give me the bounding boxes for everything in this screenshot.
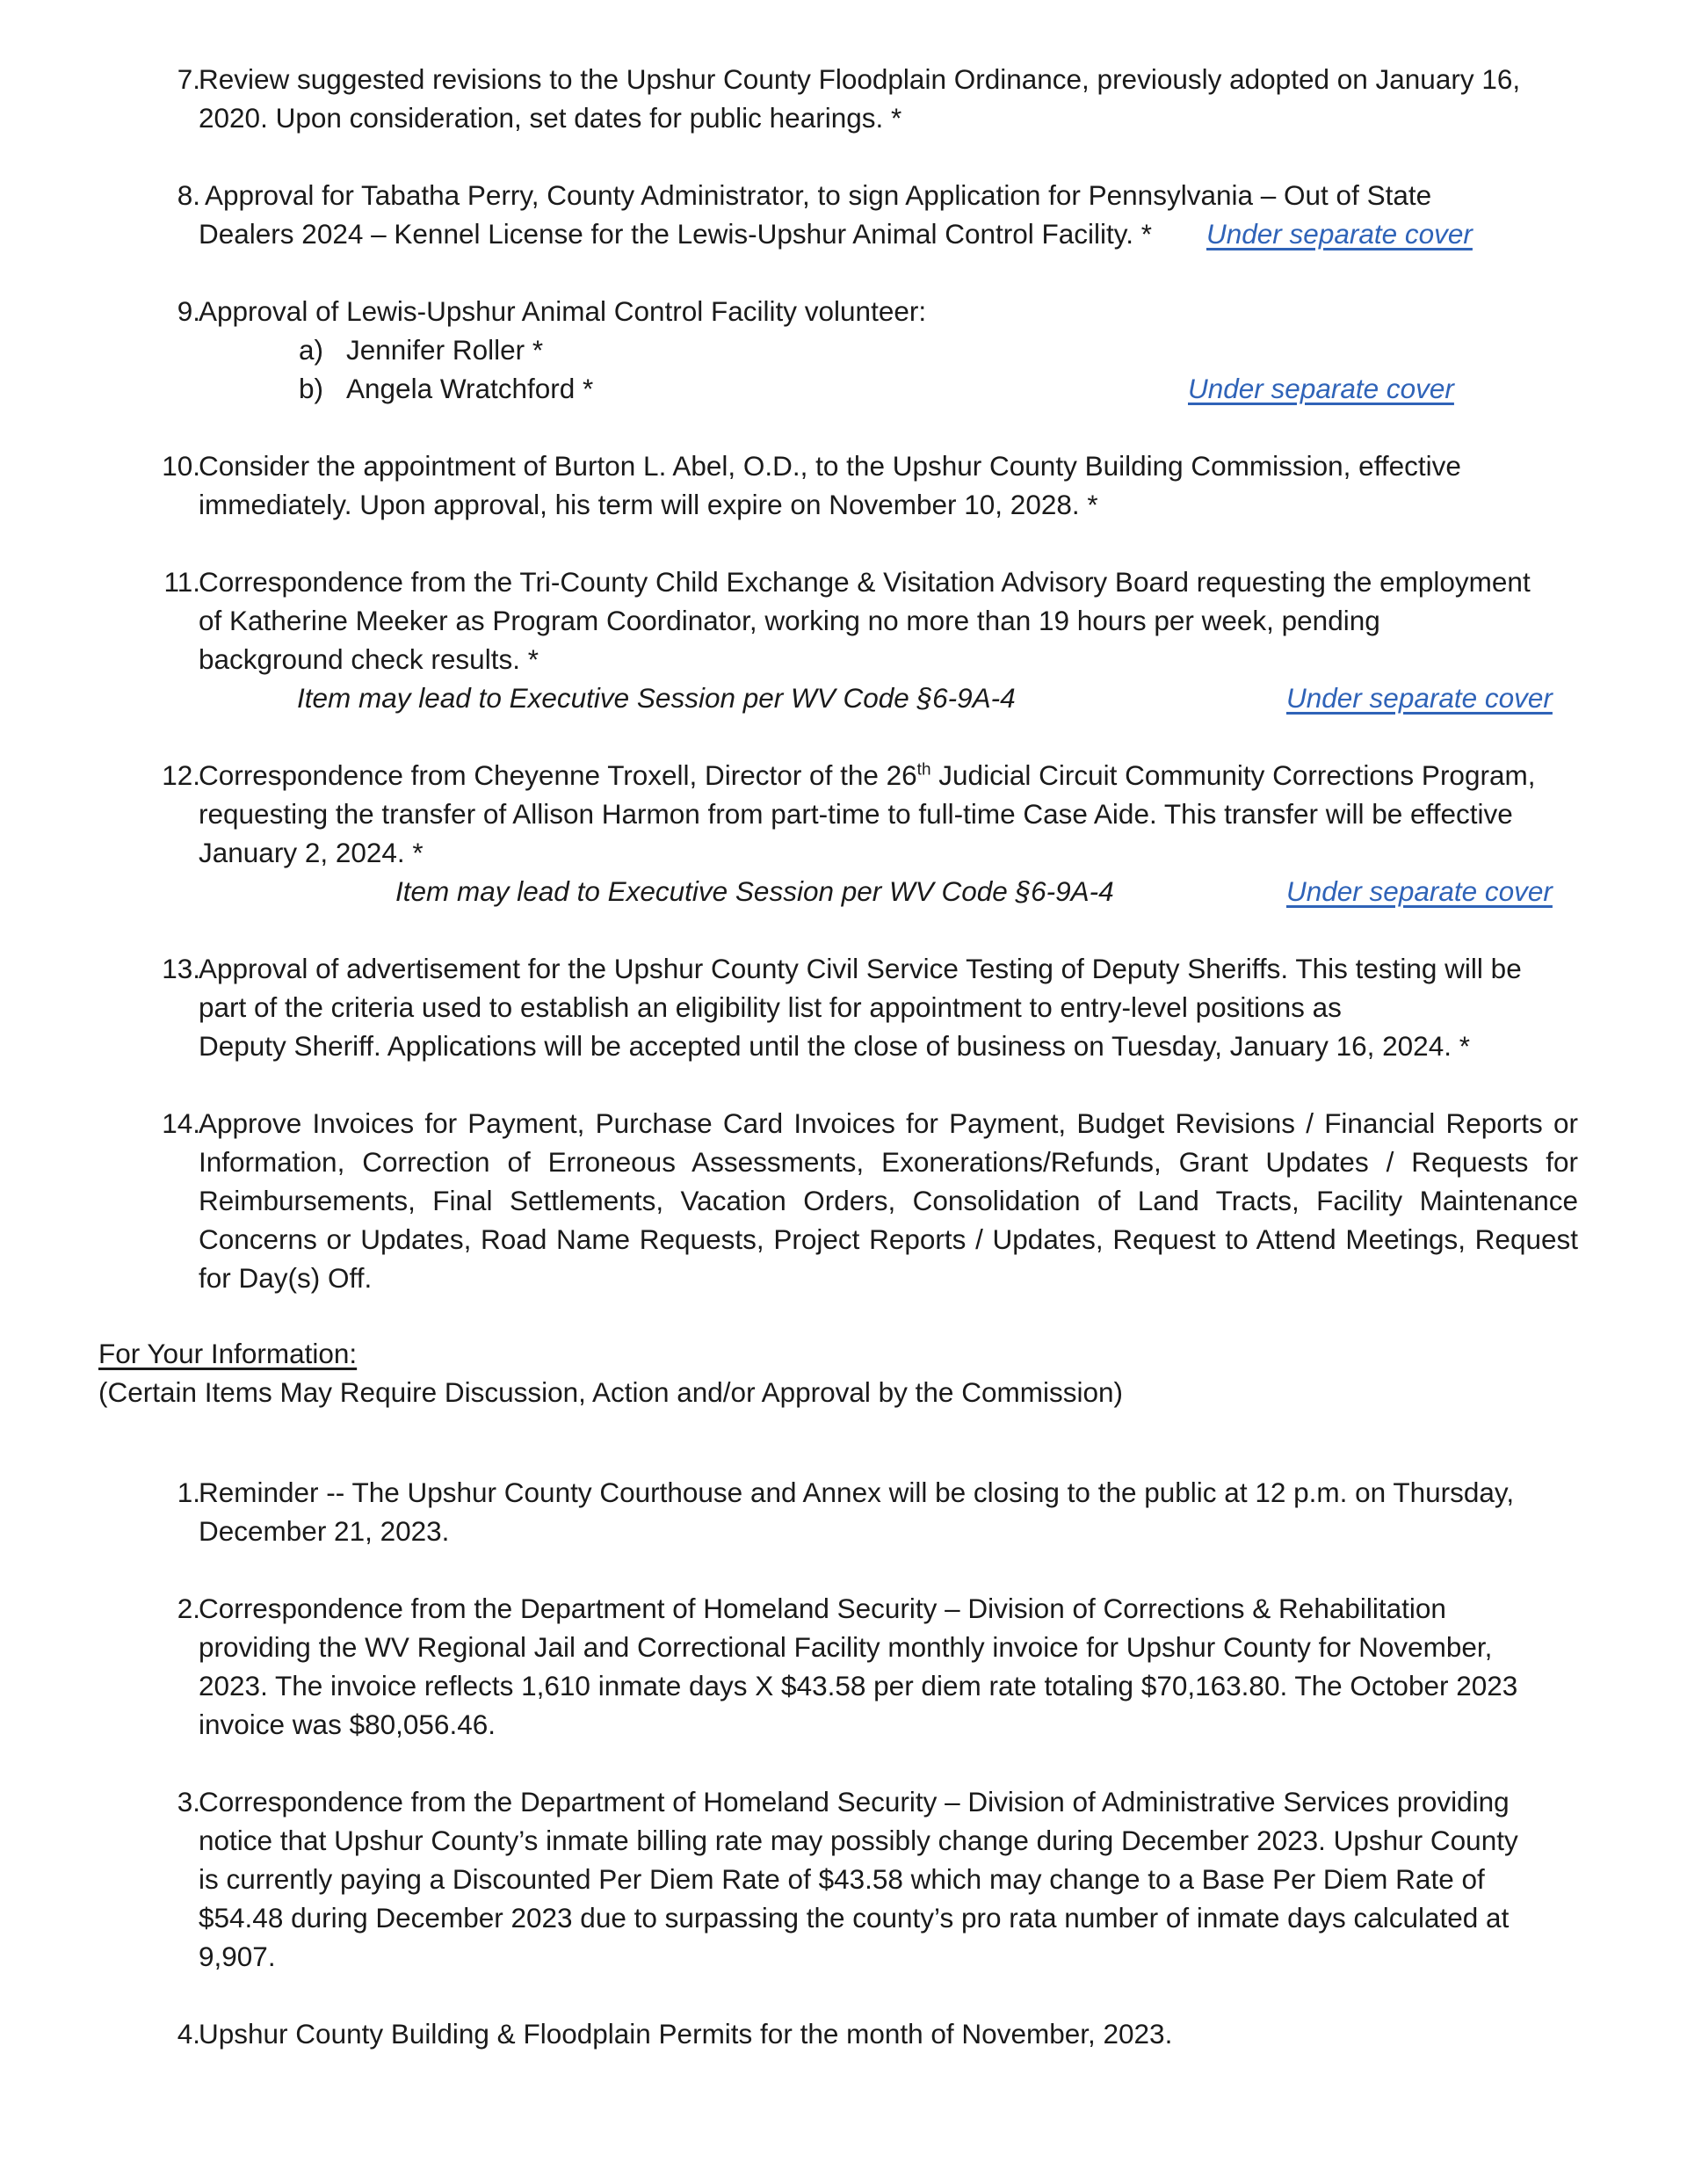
item-number: 11. — [163, 566, 200, 598]
info-section-subheading: (Certain Items May Require Discussion, Action and/or Approval by the Commission) — [98, 1376, 1123, 1408]
under-separate-cover-link[interactable]: Under separate cover — [1206, 218, 1473, 250]
item-number: 13. — [162, 953, 200, 984]
item-text-line: January 2, 2024. * — [199, 837, 424, 868]
item-number: 12. — [162, 759, 200, 791]
item-text-paragraph: Approve Invoices for Payment, Purchase Card Invoices for Payment, Budget Revisions / Financial Reports or Information, Correction of Erroneous Assessments, Exonerations/Refunds, Grant Updates / Requests for Reimbursements, Final Settlements, Vacation Orders, Consolidation of Land Tracts, Facility Maintenance Concerns or Updates, Road Name Requests, Project Reports / Updates, Request to Attend Meetings, Request for Day(s) Off. — [199, 1107, 1578, 1294]
item-text-line: invoice was $80,056.46. — [199, 1709, 496, 1740]
item-text-line: providing the WV Regional Jail and Correctional Facility monthly invoice for Upshur County for November, — [199, 1631, 1493, 1663]
item-text-part: Correspondence from Cheyenne Troxell, Director of the 26 — [199, 759, 917, 791]
item-text-line: is currently paying a Discounted Per Diem Rate of $43.58 which may change to a Base Per Diem Rate of — [199, 1863, 1485, 1895]
executive-session-note: Item may lead to Executive Session per WV Code §6-9A-4 — [297, 682, 1016, 714]
item-text-line: Approval of Lewis-Upshur Animal Control Facility volunteer: — [199, 295, 927, 327]
item-number: 3. — [177, 1786, 200, 1818]
executive-session-note: Item may lead to Executive Session per WV Code §6-9A-4 — [395, 875, 1114, 907]
item-number: 2. — [177, 1593, 200, 1624]
item-text-line: immediately. Upon approval, his term will expire on November 10, 2028. * — [199, 489, 1098, 520]
item-text-line: 2020. Upon consideration, set dates for public hearings. * — [199, 102, 902, 134]
item-text-line: background check results. * — [199, 643, 539, 675]
under-separate-cover-link[interactable]: Under separate cover — [1286, 682, 1553, 714]
ordinal-suffix: th — [916, 760, 931, 780]
item-number: 1. — [177, 1477, 200, 1508]
item-text-line: notice that Upshur County’s inmate billing rate may possibly change during December 2023. Upshur County — [199, 1825, 1518, 1856]
item-text-line: Approval for Tabatha Perry, County Administrator, to sign Application for Pennsylvania – Out of State — [199, 179, 1432, 211]
sub-item-b-label: b) — [299, 373, 324, 404]
item-text-line: Correspondence from the Department of Homeland Security – Division of Administrative Services providing — [199, 1786, 1510, 1818]
item-text-line: of Katherine Meeker as Program Coordinator, working no more than 19 hours per week, pending — [199, 605, 1380, 636]
item-text-line: Correspondence from the Tri-County Child Exchange & Visitation Advisory Board requesting the employment — [199, 566, 1531, 598]
sub-item-a-label: a) — [299, 334, 324, 366]
item-number: 10. — [162, 450, 200, 482]
item-number: 14. — [162, 1107, 200, 1139]
item-text-line: $54.48 during December 2023 due to surpassing the county’s pro rata number of inmate days calculated at — [199, 1902, 1510, 1934]
item-text-line: Correspondence from the Department of Homeland Security – Division of Corrections & Rehabilitation — [199, 1593, 1446, 1624]
under-separate-cover-link[interactable]: Under separate cover — [1286, 875, 1553, 907]
item-text-line: December 21, 2023. — [199, 1515, 450, 1547]
volunteer-name: Angela Wratchford * — [346, 373, 594, 404]
item-number: 7. — [177, 63, 200, 95]
item-number: 4. — [177, 2018, 200, 2050]
info-section-heading: For Your Information: — [98, 1338, 358, 1369]
item-text-line — [199, 756, 1578, 795]
item-text-line: Approval of advertisement for the Upshur County Civil Service Testing of Deputy Sheriffs. This testing will be — [199, 953, 1522, 984]
item-text-line: 9,907. — [199, 1941, 276, 1972]
item-text-part: Judicial Circuit Community Corrections Program, — [930, 759, 1536, 791]
under-separate-cover-link[interactable]: Under separate cover — [1188, 373, 1454, 404]
item-text-line: 2023. The invoice reflects 1,610 inmate days X $43.58 per diem rate totaling $70,163.80. The October 2023 — [199, 1670, 1518, 1701]
item-text-line: Reminder -- The Upshur County Courthouse and Annex will be closing to the public at 12 p.m. on Thursday, — [199, 1477, 1515, 1508]
item-text-line: Deputy Sheriff. Applications will be accepted until the close of business on Tuesday, January 16, 2024. * — [199, 1030, 1470, 1062]
item-text-line: part of the criteria used to establish an eligibility list for appointment to entry-level positions as — [199, 991, 1342, 1023]
item-text-line: Upshur County Building & Floodplain Permits for the month of November, 2023. — [199, 2018, 1173, 2050]
item-text-line: Review suggested revisions to the Upshur County Floodplain Ordinance, previously adopted on January 16, — [199, 63, 1521, 95]
item-text-line: requesting the transfer of Allison Harmon from part-time to full-time Case Aide. This transfer will be effective — [199, 798, 1513, 830]
item-text-line: Dealers 2024 – Kennel License for the Lewis-Upshur Animal Control Facility. * — [199, 218, 1152, 250]
item-text-line: Consider the appointment of Burton L. Abel, O.D., to the Upshur County Building Commission, effective — [199, 450, 1461, 482]
volunteer-name: Jennifer Roller * — [346, 334, 544, 366]
item-number: 9. — [177, 295, 200, 327]
item-number: 8. — [177, 179, 200, 211]
